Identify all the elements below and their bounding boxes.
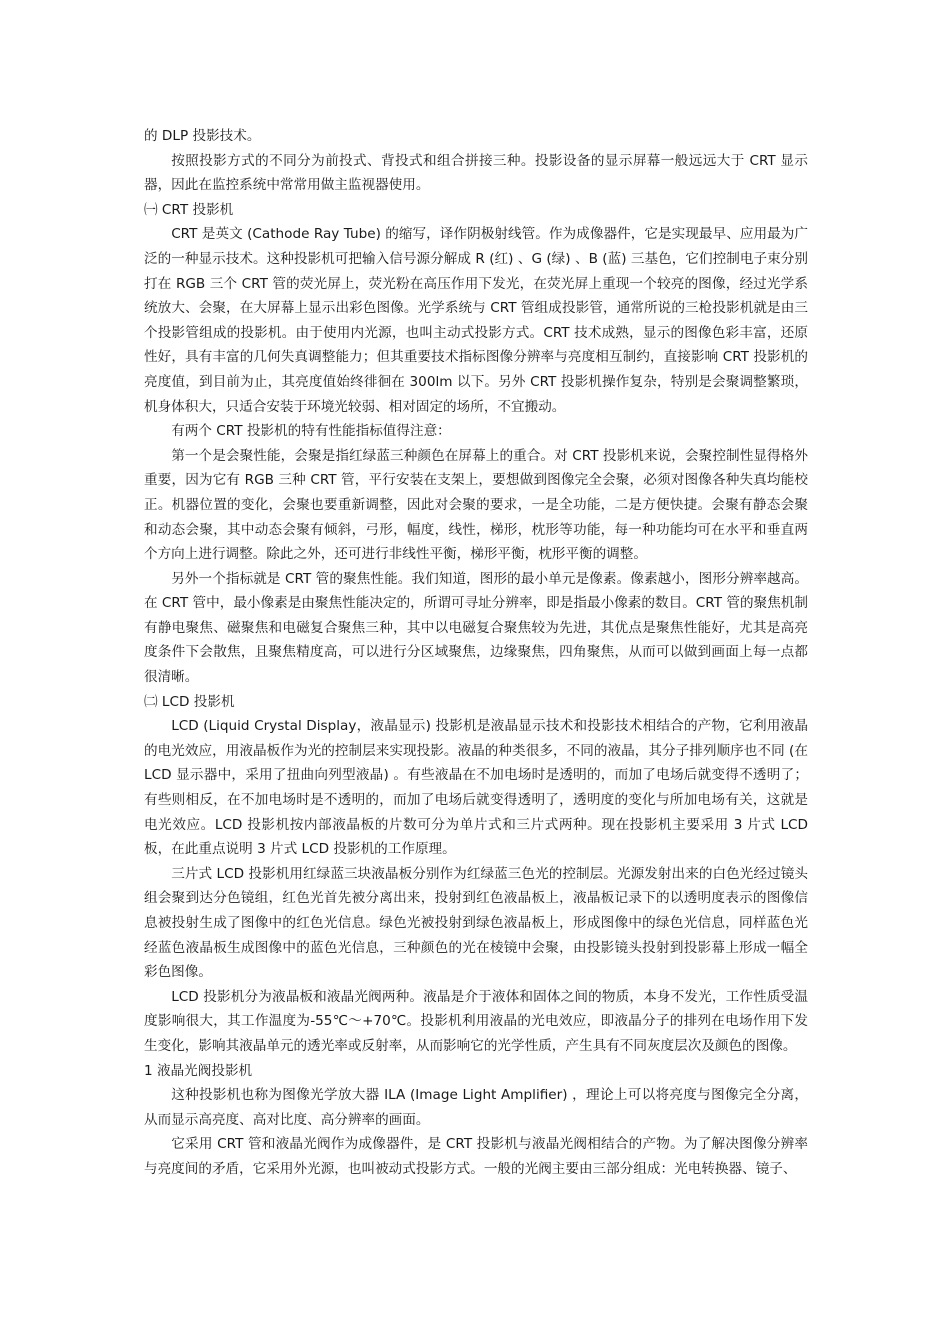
section-heading-lcd: ㈡ LCD 投影机 [144, 693, 235, 710]
subsection-heading-light-valve: 1 液晶光阀投影机 [144, 1062, 253, 1079]
paragraph-focus: 另外一个指标就是 CRT 管的聚焦性能。我们知道，图形的最小单元是像素。像素越小，图形分辨率越高。在 CRT 管中，最小像素是由聚焦性能决定的，所谓可寻址分辨率，即是指最小像素的数目。CRT 管的聚焦机制有静电聚焦、磁聚焦和电磁复合聚焦三种，其中以电磁复合聚焦较为先进，其优点是聚焦性能好，尤其是高亮度条件下会散焦，且聚焦精度高，可以进行分区域聚焦，边缘聚焦，四角聚焦，从而可以做到画面上每一点都很清晰。 [144, 570, 808, 686]
paragraph-ila: 这种投影机也称为图像光学放大器 ILA (Image Light Amplifier) ，理论上可以将亮度与图像完全分离，从而显示高亮度、高对比度、高分辨率的画面。 [144, 1087, 808, 1128]
paragraph-projection-types: 按照投影方式的不同分为前投式、背投式和组合拼接三种。投影设备的显示屏幕一般远远大于 CRT 显示器，因此在监控系统中常常用做主监视器使用。 [144, 152, 808, 194]
paragraph-lcd-intro: LCD (Liquid Crystal Display，液晶显示) 投影机是液晶显示技术和投影技术相结合的产物，它利用液晶的电光效应，用液晶板作为光的控制层来实现投影。液晶的种类很多，不同的液晶，其分子排列顺序也不同 (在 LCD 显示器中，采用了扭曲向列型液晶) 。有些液晶在不加电场时是透明的，而加了电场后就变得不透明了；有些则相反，在不加电场时是不透明的，而加了电场后就变得透明了，透明度的变化与所加电场有关，这就是电光效应。LCD 投影机按内部液晶板的片数可分为单片式和三片式两种。现在投影机主要采用 3 片式 LCD 板，在此重点说明 3 片式 LCD 投影机的工作原理。 [144, 718, 808, 858]
section-heading-crt: ㈠ CRT 投影机 [144, 201, 234, 218]
paragraph-dlp-tail: 的 DLP 投影技术。 [144, 128, 261, 144]
paragraph-crt-two-specs: 有两个 CRT 投影机的特有性能指标值得注意： [171, 423, 451, 440]
paragraph-lcd-three-panel: 三片式 LCD 投影机用红绿蓝三块液晶板分别作为红绿蓝三色光的控制层。光源发射出来的白色光经过镜头组会聚到达分色镜组，红色光首先被分离出来，投射到红色液晶板上，液晶板记录下的以透明度表示的图像信息被投射生成了图像中的红色光信息。绿色光被投射到绿色液晶板上，形成图像中的绿色光信息，同样蓝色光经蓝色液晶板生成图像中的蓝色光信息，三种颜色的光在棱镜中会聚，由投影镜头投射到投影幕上形成一幅全彩色图像。 [144, 865, 808, 981]
paragraph-crt-intro: CRT 是英文 (Cathode Ray Tube) 的缩写，译作阴极射线管。作为成像器件，它是实现最早、应用最为广泛的一种显示技术。这种投影机可把输入信号源分解成 R (红) 、G (绿) 、B (蓝) 三基色，它们控制电子束分别打在 RGB 三个 CRT 管的荧光屏上，荧光粉在高压作用下发光，在荧光屏上重现一个较亮的图像，经过光学系统放大、会聚，在大屏幕上显示出彩色图像。光学系统与 CRT 管组成投影管，通常所说的三枪投影机就是由三个投影管组成的投影机。由于使用内光源，也叫主动式投影方式。CRT 技术成熟，显示的图像色彩丰富，还原性好，具有丰富的几何失真调整能力；但其重要技术指标图像分辨率与亮度相互制约，直接影响 CRT 投影机的亮度值，到目前为止，其亮度值始终徘徊在 300lm 以下。另外 CRT 投影机操作复杂，特别是会聚调整繁琐，机身体积大，只适合安装于环境光较弱、相对固定的场所，不宜搬动。 [144, 226, 808, 415]
paragraph-lcd-types: LCD 投影机分为液晶板和液晶光阀两种。液晶是介于液体和固体之间的物质，本身不发光，工作性质受温度影响很大，其工作温度为-55℃～+70℃。投影机利用液晶的光电效应，即液晶分子的排列在电场作用下发生变化，影响其液晶单元的透光率或反射率，从而影响它的光学性质，产生具有不同灰度层次及颜色的图像。 [144, 988, 808, 1054]
paragraph-light-valve-crt: 它采用 CRT 管和液晶光阀作为成像器件，是 CRT 投影机与液晶光阀相结合的产物。为了解决图像分辨率与亮度间的矛盾，它采用外光源，也叫被动式投影方式。一般的光阀主要由三部分组成：光电转换器、镜子、 [144, 1136, 808, 1177]
paragraph-convergence: 第一个是会聚性能，会聚是指红绿蓝三种颜色在屏幕上的重合。对 CRT 投影机来说，会聚控制性显得格外重要，因为它有 RGB 三种 CRT 管，平行安装在支架上，要想做到图像完全会聚，必须对图像各种失真均能校正。机器位置的变化，会聚也要重新调整，因此对会聚的要求，一是全功能，二是方便快捷。会聚有静态会聚和动态会聚，其中动态会聚有倾斜，弓形，幅度，线性，梯形，枕形等功能，每一种功能均可在水平和垂直两个方向上进行调整。除此之外，还可进行非线性平衡，梯形平衡，枕形平衡的调整。 [144, 447, 808, 563]
document-page [144, 124, 808, 1182]
